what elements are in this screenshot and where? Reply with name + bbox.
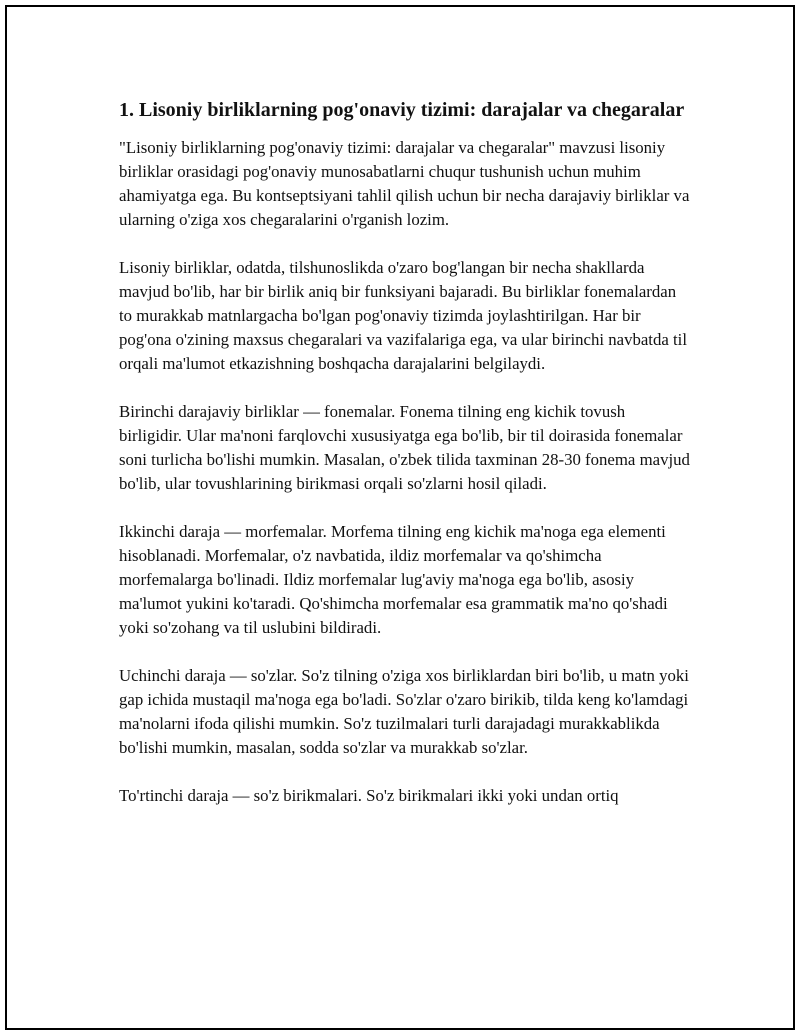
paragraph-6: To'rtinchi daraja — so'z birikmalari. So'z birikmalari ikki yoki undan ortiq	[119, 786, 619, 805]
paragraph-4: Ikkinchi daraja — morfemalar. Morfema tilning eng kichik ma'noga ega elementi hisoblanadi. Morfemalar, o'z navbatida, ildiz morfemalar va qo'shimcha morfemalarga bo'linadi. Ildiz morfemalar lug'aviy ma'noga ega bo'lib, asosiy ma'lumot yukini ko'taradi. Qo'shimcha morfemalar esa grammatik ma'no qo'shadi yoki so'zohang va til uslubini bildiradi.	[119, 522, 668, 637]
document-body	[119, 97, 691, 832]
page-frame	[5, 5, 795, 1030]
paragraph-3: Birinchi darajaviy birliklar — fonemalar. Fonema tilning eng kichik tovush birligidir. Ular ma'noni farqlovchi xususiyatga ega bo'lib, bir til doirasida fonemalar soni turlicha bo'lishi mumkin. Masalan, o'zbek tilida taxminan 28-30 fonema mavjud bo'lib, ular tovushlarining birikmasi orqali so'zlarni hosil qiladi.	[119, 402, 690, 493]
document-title: 1. Lisoniy birliklarning pog'onaviy tizimi: darajalar va chegaralar	[119, 99, 685, 121]
paragraph-5: Uchinchi daraja — so'zlar. So'z tilning o'ziga xos birliklardan biri bo'lib, u matn yoki gap ichida mustaqil ma'noga ega bo'ladi. So'zlar o'zaro birikib, tilda keng ko'lamdagi ma'nolarni ifoda qilishi mumkin. So'z tuzilmalari turli darajadagi murakkablikda bo'lishi mumkin, masalan, sodda so'zlar va murakkab so'zlar.	[119, 666, 689, 757]
paragraph-1: "Lisoniy birliklarning pog'onaviy tizimi: darajalar va chegaralar" mavzusi lisoniy birliklar orasidagi pog'onaviy munosabatlarni chuqur tushunish uchun muhim ahamiyatga ega. Bu kontseptsiyani tahlil qilish uchun bir necha darajaviy birliklar va ularning o'ziga xos chegaralarini o'rganish lozim.	[119, 138, 690, 229]
paragraph-2: Lisoniy birliklar, odatda, tilshunoslikda o'zaro bog'langan bir necha shakllarda mavjud bo'lib, har bir birlik aniq bir funksiyani bajaradi. Bu birliklar fonemalardan to murakkab matnlargacha bo'lgan pog'onaviy tizimda joylashtirilgan. Har bir pog'ona o'zining maxsus chegaralari va vazifalariga ega, va ular birinchi navbatda til orqali ma'lumot etkazishning boshqacha darajalarini belgilaydi.	[119, 258, 687, 373]
